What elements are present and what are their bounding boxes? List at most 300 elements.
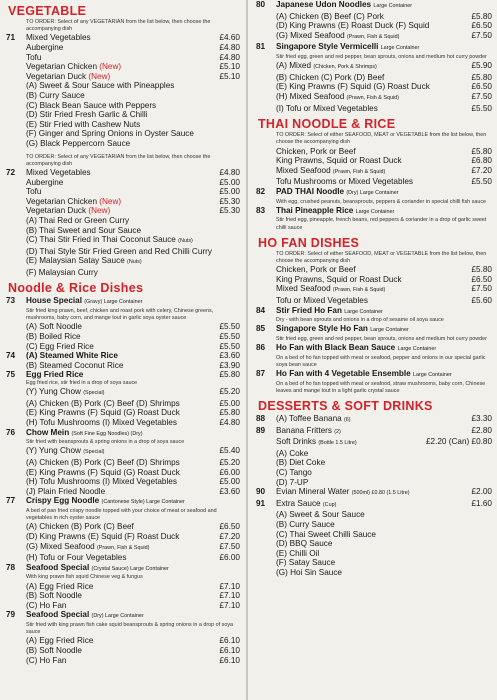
- item-label: Stir fried egg, green and red pepper, bean sprouts, onions and medium hot curry powder: [276, 53, 487, 60]
- menu-right-column: [254, 0, 492, 700]
- item-label: (A) Egg Fried Rice: [26, 636, 94, 646]
- item-label: (E) King Prawns (F) Squid (G) Roast Duck: [26, 467, 180, 477]
- item-price: £4.80: [219, 43, 240, 52]
- item-number: 89: [256, 425, 266, 435]
- item-label: (A) Chicken (B) Beef (C) Pork: [276, 11, 384, 21]
- item-price: £7.10: [219, 581, 240, 591]
- menu-option: [4, 139, 240, 149]
- item-number: 81: [256, 42, 266, 52]
- item-label: Stir fried egg, green and red pepper, bean sprouts, onions and medium hot curry powder: [276, 335, 487, 342]
- menu-item: [4, 187, 240, 197]
- item-label: (F) Malaysian Curry: [26, 267, 98, 277]
- item-label: (E) King Prawns (F) Squid (G) Roast Duck: [276, 82, 430, 92]
- item-price: £5.10: [219, 62, 240, 72]
- item-label: (E) King Prawns (F) Squid (G) Roast Duck: [26, 408, 180, 418]
- item-label: Banana Fritters: [276, 425, 332, 435]
- item-detail: (Prawn, Fish & Squid): [347, 33, 400, 40]
- item-price: £2.00: [471, 487, 492, 497]
- menu-option: [4, 446, 240, 458]
- item-label: With egg, crushed peanuts, beansprouts, peppers & coriander in special chilli fish sauce: [276, 198, 487, 205]
- menu-left-column: [4, 0, 240, 700]
- item-label: (B) Soft Noodle: [26, 591, 82, 601]
- item-label: (C) Thai Sweet Chilli Sauce: [276, 529, 376, 539]
- item-price: £3.60: [219, 486, 240, 496]
- item-number: 86: [256, 343, 266, 353]
- item-price: £2.80: [471, 425, 492, 435]
- menu-option: [254, 530, 492, 540]
- item-label: (A) Soft Noodle: [26, 322, 82, 332]
- item-label: (C) Black Bean Sauce with Peppers: [26, 100, 157, 110]
- menu-item: [4, 168, 240, 178]
- menu-option: [254, 82, 492, 92]
- item-number: 75: [6, 370, 16, 380]
- item-number: 87: [256, 369, 266, 379]
- item-label: (H) Tofu Mushrooms (I) Mixed Vegetables: [26, 418, 177, 428]
- item-number: 90: [256, 487, 266, 497]
- item-price: £6.50: [471, 82, 492, 92]
- item-price: £5.00: [219, 177, 240, 187]
- item-label: (D) King Prawns (E) Roast Duck (F) Squid: [276, 21, 430, 31]
- item-number: 91: [256, 498, 266, 508]
- item-price: £3.90: [219, 360, 240, 370]
- menu-option: [4, 256, 240, 268]
- item-label: TO ORDER: Select of either SEAFOOD, MEAT or VEGETABLE from the list below, then choose the accompanying dish: [276, 250, 487, 264]
- menu-option: [4, 361, 240, 371]
- item-price: £6.00: [219, 467, 240, 477]
- menu-note: [4, 508, 240, 522]
- item-label: Stir fried egg, pineapple, french beans, red peppers & coriander in a drop of garlic sweet chilli sauce: [276, 217, 487, 231]
- item-label: (A) Sweet & Sour Sauce with Pineapples: [26, 81, 175, 91]
- item-detail: (Special): [83, 449, 105, 456]
- item-price: £3.30: [471, 414, 492, 424]
- item-detail: Large Container: [370, 327, 409, 334]
- menu-note: [254, 355, 492, 369]
- menu-option: [254, 31, 492, 43]
- item-label: Vegetarian Duck: [26, 71, 87, 81]
- item-label: (H) Mixed Seafood: [276, 91, 345, 101]
- menu-note: [254, 381, 492, 395]
- item-label: (B) Curry Sauce: [26, 90, 85, 100]
- item-number: 77: [6, 496, 16, 506]
- item-label: (D) BBQ Sauce: [276, 539, 333, 549]
- item-label: (G) Mixed Seafood: [26, 541, 95, 551]
- item-number: 71: [6, 33, 16, 43]
- item-label: Tofu: [26, 52, 42, 62]
- item-label: (B) Thai Sweet and Sour Sauce: [26, 225, 141, 235]
- item-label: (B) Diet Coke: [276, 458, 326, 468]
- item-label: Dry - with bean sprouts and onions in a drop of sesame oil soya sauce: [276, 317, 444, 324]
- menu-option: [254, 478, 492, 488]
- item-price: £5.80: [471, 146, 492, 156]
- menu-option: [4, 636, 240, 646]
- item-label: Stir Fried Ho Fan: [276, 305, 342, 315]
- menu-option: [4, 129, 240, 139]
- item-price: £5.80: [219, 408, 240, 418]
- menu-item: [4, 296, 240, 308]
- item-label: (A) Toffee Banana: [276, 414, 342, 424]
- menu-option: [4, 110, 240, 120]
- item-label: With king prawn fish squid Chinese veg & fungus: [26, 574, 143, 581]
- item-label: (A) Chicken (B) Pork (C) Beef (D) Shrimps: [26, 458, 180, 467]
- item-label: (B) Chicken (C) Pork (D) Beef: [276, 72, 385, 82]
- item-label: A bed of pan fried crispy noodle topped with your choice of meat or seafood and vegetables in rich oyster sauce: [26, 507, 217, 522]
- item-price: £5.80: [471, 265, 492, 275]
- item-price: £5.50: [219, 332, 240, 342]
- menu-option: [4, 487, 240, 497]
- item-label: (A) Mixed: [276, 61, 312, 71]
- menu-option: [254, 468, 492, 478]
- menu-note: [254, 132, 492, 146]
- item-label: (G) Mixed Seafood: [276, 30, 345, 40]
- item-detail: Large Container: [380, 45, 420, 52]
- item-label: King Prawns, Squid or Roast Duck: [276, 274, 402, 284]
- item-number: 84: [256, 305, 266, 315]
- menu-option: [4, 235, 240, 247]
- item-detail: (Dry) Large Container: [346, 189, 399, 196]
- menu-item: [4, 496, 240, 508]
- item-label: Ho Fan with Black Bean Sauce: [276, 343, 396, 353]
- item-price: £7.20: [471, 165, 492, 175]
- item-price: £5.50: [471, 177, 492, 187]
- menu-item: [254, 499, 492, 511]
- item-price: £2.20 (Can) £0.80: [426, 437, 492, 447]
- section-title: THAI NOODLE & RICE: [258, 117, 396, 132]
- item-number: 82: [256, 186, 266, 196]
- menu-item: [4, 428, 240, 440]
- new-badge: (New): [99, 62, 122, 72]
- item-detail: Large Container: [355, 208, 395, 215]
- item-price: £4.60: [219, 33, 240, 43]
- menu-option: [254, 73, 492, 83]
- item-number: 79: [6, 610, 16, 620]
- item-label: (Y) Yung Chow: [26, 387, 81, 397]
- item-label: (D) King Prawns (E) Squid (F) Roast Duck: [26, 531, 180, 541]
- item-label: King Prawns, Squid or Roast Duck: [276, 156, 402, 166]
- item-price: £5.10: [219, 71, 240, 81]
- menu-item: [254, 0, 492, 12]
- menu-item: [254, 265, 492, 275]
- item-price: £6.00: [219, 553, 240, 563]
- menu-option: [4, 522, 240, 532]
- menu-item: [254, 166, 492, 178]
- item-price: £5.50: [219, 322, 240, 332]
- item-label: (B) Steamed Coconut Rice: [26, 360, 124, 370]
- menu-option: [254, 61, 492, 73]
- menu-item: [254, 414, 492, 426]
- item-detail: (Cup): [322, 501, 337, 508]
- item-label: Stir fried with beansprouts & spring onions in a drop of soya sauce: [26, 439, 185, 446]
- menu-option: [254, 549, 492, 559]
- item-label: Mixed Vegetables: [26, 167, 91, 177]
- item-detail: (Gravy) Large Container: [84, 299, 143, 306]
- item-label: On a bed of ho fan topped with meat or seafood, pepper and onions in our special garlic soya bean sauce: [276, 354, 486, 368]
- item-label: (E) Chilli Oil: [276, 548, 320, 558]
- menu-note: [4, 154, 240, 168]
- menu-option: [4, 216, 240, 226]
- menu-option: [254, 92, 492, 104]
- menu-option: [4, 268, 240, 278]
- item-price: £5.80: [219, 370, 240, 380]
- item-label: TO ORDER: Select of any VEGETARIAN from the list below, then choose the accompanying dish: [26, 19, 211, 33]
- item-label: (A) Coke: [276, 448, 309, 458]
- menu-note: [254, 217, 492, 231]
- item-price: £6.10: [219, 636, 240, 646]
- item-label: Vegetarian Duck: [26, 206, 87, 216]
- item-label: Aubergine: [26, 177, 64, 187]
- menu-option: [4, 646, 240, 656]
- menu-item: [254, 284, 492, 296]
- menu-option: [254, 458, 492, 468]
- item-label: Aubergine: [26, 43, 64, 52]
- item-label: (D) Stir Fried Fresh Garlic & Chilli: [26, 110, 148, 120]
- item-number: 85: [256, 324, 266, 334]
- section-title: HO FAN DISHES: [258, 235, 360, 250]
- menu-item: [4, 206, 240, 216]
- menu-note: [254, 317, 492, 324]
- item-detail: (6): [343, 417, 351, 424]
- menu-item: [254, 156, 492, 166]
- item-price: £5.00: [219, 187, 240, 197]
- menu-option: [4, 656, 240, 666]
- menu-option: [4, 332, 240, 342]
- menu-option: [4, 120, 240, 130]
- item-label: Chow Mein: [26, 427, 70, 437]
- menu-option: [4, 226, 240, 236]
- item-price: £5.20: [219, 458, 240, 467]
- item-label: Mixed Vegetables: [26, 33, 91, 43]
- menu-option: [4, 553, 240, 563]
- item-label: (A) Egg Fried Rice: [26, 581, 94, 591]
- item-label: (F) Satay Sauce: [276, 558, 336, 568]
- item-label: Chicken, Pork or Beef: [276, 265, 356, 275]
- section-title: Noodle & Rice Dishes: [8, 281, 144, 296]
- menu-note: [254, 54, 492, 61]
- menu-item: [254, 275, 492, 285]
- menu-item: [254, 187, 492, 199]
- item-label: Tofu: [26, 187, 42, 197]
- menu-note: [254, 251, 492, 265]
- menu-option: [4, 81, 240, 91]
- item-label: Stir fried with king prawn fish cake squid beansprouts & spring onions in a drop of soya sauce: [26, 621, 234, 636]
- item-label: (D) Thai Style Stir Fried Green and Red Chilli Curry: [26, 246, 212, 256]
- menu-item: [254, 306, 492, 318]
- item-label: (C) Ho Fan: [26, 600, 67, 610]
- menu-option: [4, 532, 240, 542]
- menu-option: [4, 582, 240, 592]
- item-price: £5.60: [471, 295, 492, 305]
- item-label: (H) Tofu Mushrooms (I) Mixed Vegetables: [26, 477, 177, 487]
- item-detail: (Special): [83, 390, 105, 397]
- item-number: 76: [6, 427, 16, 437]
- item-label: TO ORDER: Select of either SEAFOOD, MEAT or VEGETABLE from the list below, then choose the accompanying dish: [276, 132, 487, 146]
- item-label: PAD THAI Noodle: [276, 186, 345, 196]
- item-label: Singapore Style Vermicelli: [276, 42, 379, 52]
- item-price: £6.80: [471, 156, 492, 166]
- item-detail: (2): [334, 428, 341, 435]
- item-label: (A) Steamed White Rice: [26, 351, 118, 361]
- menu-option: [254, 539, 492, 549]
- item-detail: Large Container: [412, 372, 452, 379]
- item-number: 73: [6, 296, 16, 306]
- menu-option: [254, 510, 492, 520]
- item-label: (G) Black Peppercorn Sauce: [26, 138, 131, 148]
- item-label: (C) Tango: [276, 468, 312, 478]
- menu-item: [254, 296, 492, 306]
- item-price: £4.80: [219, 418, 240, 428]
- item-label: (I) Tofu or Mixed Vegetables: [276, 103, 378, 113]
- item-price: £7.50: [471, 91, 492, 101]
- item-price: £6.50: [471, 21, 492, 31]
- menu-option: [4, 387, 240, 399]
- item-price: £5.30: [219, 196, 240, 206]
- column-divider: [246, 0, 248, 700]
- item-label: (A) Thai Red or Green Curry: [26, 215, 130, 225]
- menu-item: [4, 370, 240, 380]
- menu-option: [4, 477, 240, 487]
- item-price: £4.80: [219, 52, 240, 62]
- menu-item: [254, 343, 492, 355]
- item-label: (D) 7-UP: [276, 477, 309, 487]
- item-label: Singapore Style Ho Fan: [276, 324, 368, 334]
- menu-option: [254, 558, 492, 568]
- menu-option: [4, 408, 240, 418]
- item-label: (E) Malaysian Satay Sauce: [26, 256, 125, 266]
- item-price: £5.00: [219, 398, 240, 408]
- menu-option: [254, 568, 492, 578]
- item-price: £7.20: [219, 531, 240, 541]
- menu-option: [4, 458, 240, 468]
- item-price: £5.40: [219, 446, 240, 456]
- item-label: (A) Chicken (B) Pork (C) Beef (D) Shrimps: [26, 398, 180, 408]
- item-label: (B) Curry Sauce: [276, 520, 335, 530]
- section-title: VEGETABLE: [8, 4, 87, 18]
- item-detail: (Cantonese Style) Large Container: [101, 499, 185, 506]
- item-detail: (Prawn, Fish & Squid): [97, 544, 150, 551]
- menu-item: [254, 437, 492, 449]
- item-label: Tofu Mushrooms or Mixed Vegetables: [276, 177, 413, 187]
- item-label: Extra Sauce: [276, 498, 321, 508]
- item-price: £7.10: [219, 591, 240, 601]
- item-price: £6.10: [219, 655, 240, 665]
- item-label: Tofu or Mixed Vegetables: [276, 295, 368, 305]
- menu-note: [4, 380, 240, 387]
- item-price: £6.50: [219, 522, 240, 532]
- item-label: On a bed of ho fan topped with meat or seafood, straw mushrooms, baby corn, Chinese leaves and mange tout in a light garlic crystal sauce: [276, 380, 486, 394]
- menu-note: [254, 336, 492, 343]
- item-price: £3.60: [219, 351, 240, 361]
- item-number: 88: [256, 414, 266, 424]
- menu-option: [4, 91, 240, 101]
- item-detail: Large Container: [373, 3, 413, 9]
- item-label: Vegetarian Chicken: [26, 196, 98, 206]
- item-detail: Large Container: [397, 346, 437, 353]
- item-label: Soft Drinks: [276, 437, 317, 447]
- item-price: £5.90: [471, 61, 492, 71]
- item-label: Mixed Seafood: [276, 165, 331, 175]
- menu-note: [4, 308, 240, 322]
- item-label: (C) Egg Fried Rice: [26, 341, 94, 351]
- item-price: £1.60: [471, 498, 492, 508]
- item-label: (C) Ho Fan: [26, 655, 67, 665]
- item-label: House Special: [26, 296, 82, 306]
- item-price: £7.50: [471, 30, 492, 40]
- section-title: DESSERTS & SOFT DRINKS: [258, 399, 433, 414]
- item-detail: (Chicken, Pork & Shrimps): [313, 64, 377, 71]
- item-detail: (Prawn, Fish & Squid): [332, 287, 386, 294]
- menu-option: [254, 104, 492, 114]
- menu-note: [254, 199, 492, 206]
- item-label: (Y) Yung Chow: [26, 446, 81, 456]
- item-label: Stir fried king prawn, beef, chicken and roast pork with celery, Chinese greens, mushrooms, baby corn, and mange tout in garlic soya oyster sauce: [26, 308, 214, 322]
- item-detail: (500ml) £0.80 (1.5 Litre): [351, 490, 410, 497]
- item-price: £5.80: [471, 72, 492, 82]
- item-price: £7.50: [471, 284, 492, 294]
- menu-item: [4, 43, 240, 53]
- menu-item: [4, 72, 240, 82]
- new-badge: (New): [99, 196, 122, 206]
- menu-item: [4, 610, 240, 622]
- menu-note: [4, 19, 240, 33]
- menu-option: [4, 542, 240, 554]
- menu-option: [254, 21, 492, 31]
- menu-option: [4, 101, 240, 111]
- item-number: 83: [256, 205, 266, 215]
- menu-option: [4, 601, 240, 611]
- item-detail: (Soft Fine Egg Noodles) (Dry): [71, 430, 143, 437]
- menu-item: [4, 33, 240, 43]
- item-price: £7.50: [219, 541, 240, 551]
- menu-item: [4, 351, 240, 361]
- item-label: (A) Sweet & Sour Sauce: [276, 510, 365, 520]
- item-label: Egg fried rice, stir fried in a drop of soya sauce: [26, 380, 138, 387]
- item-label: Seafood Special: [26, 562, 90, 572]
- item-detail: (Prawn, Fish & Squid): [346, 94, 399, 101]
- new-badge: (New): [88, 206, 111, 216]
- menu-option: [4, 322, 240, 332]
- menu-item: [4, 62, 240, 72]
- menu-item: [254, 324, 492, 336]
- menu-item: [254, 177, 492, 187]
- item-label: (H) Tofu or Four Vegetables: [26, 553, 127, 563]
- item-number: 74: [6, 351, 16, 361]
- item-label: Ho Fan with 4 Vegetable Ensemble: [276, 369, 411, 379]
- item-label: Vegetarian Chicken: [26, 62, 98, 72]
- item-price: £5.00: [219, 477, 240, 487]
- menu-item: [254, 42, 492, 54]
- item-price: £6.10: [219, 645, 240, 655]
- item-detail: (Crystal Sauce) Large Container: [91, 565, 169, 572]
- menu-note: [4, 574, 240, 581]
- item-price: £5.50: [471, 103, 492, 113]
- menu-option: [254, 449, 492, 459]
- item-detail: (Nuts): [178, 238, 193, 245]
- item-price: £5.50: [219, 341, 240, 351]
- item-label: Japanese Udon Noodles: [276, 0, 372, 9]
- menu-option: [4, 342, 240, 352]
- item-number: 80: [256, 0, 266, 9]
- item-number: 78: [6, 562, 16, 572]
- menu-note: [4, 622, 240, 636]
- menu-item: [4, 563, 240, 575]
- item-label: (E) Stir Fried with Cashew Nuts: [26, 119, 141, 129]
- menu-option: [4, 399, 240, 409]
- item-price: £4.80: [219, 167, 240, 177]
- item-label: Mixed Seafood: [276, 284, 331, 294]
- item-price: £5.30: [219, 206, 240, 216]
- item-label: Crispy Egg Noodle: [26, 496, 100, 506]
- menu-item: [4, 178, 240, 188]
- item-label: Seafood Special: [26, 610, 90, 620]
